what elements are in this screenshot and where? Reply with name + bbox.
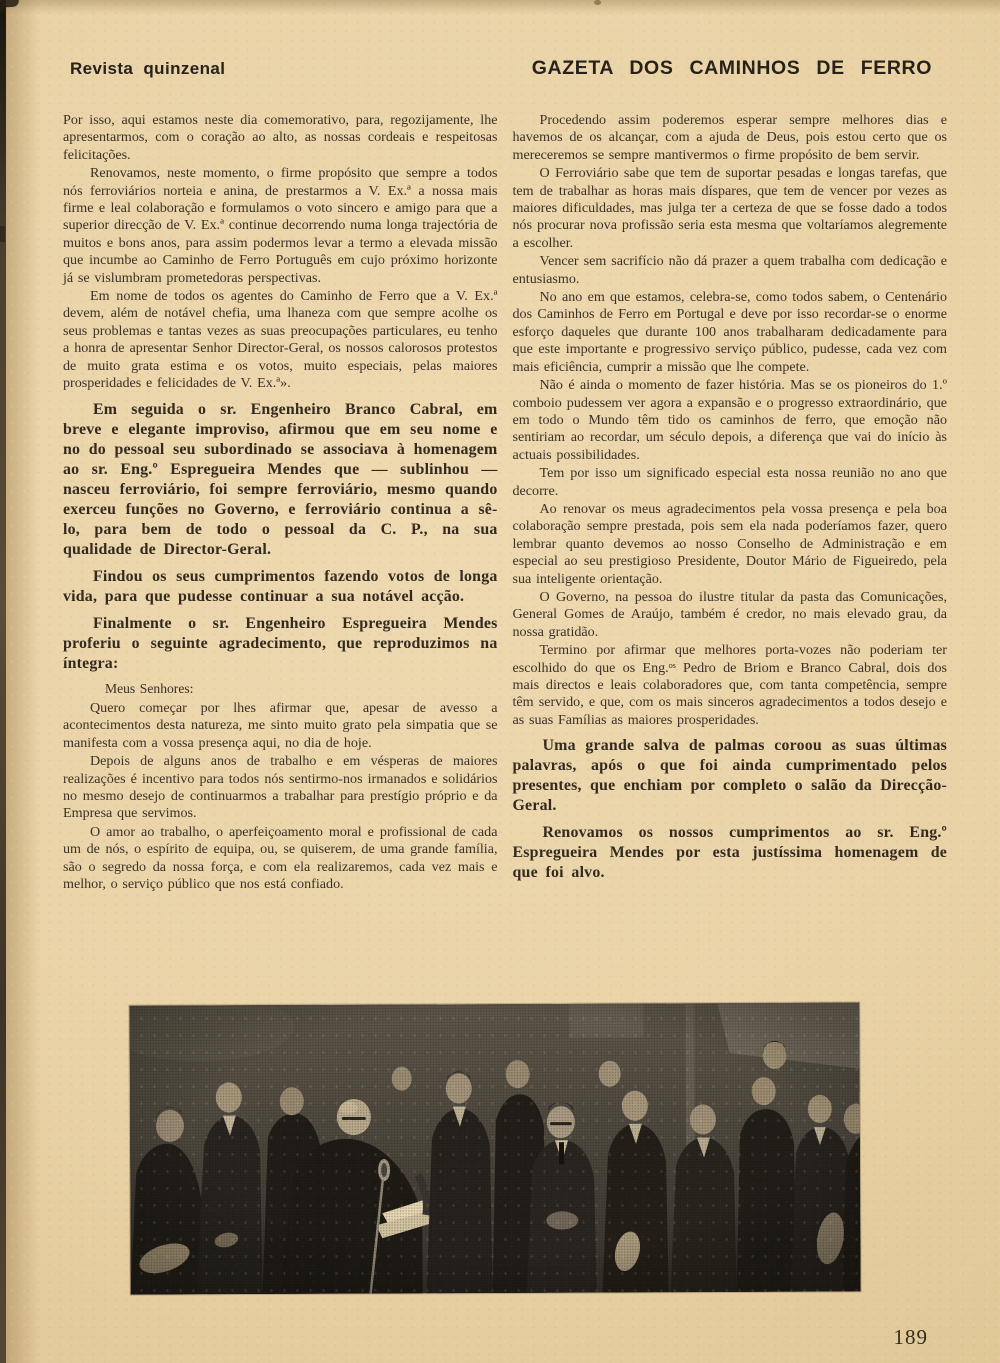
paragraph: Não é ainda o momento de fazer história. Mas se os pioneiros do 1.º comboio pudessem ver agora a expansão e o progresso extraordinário, que em todo o Mundo têm tido os caminhos de ferro, que emoção não sentiriam ao recordar, um século depois, a diferença que vai do início às actuais possibilidades.	[512, 377, 947, 463]
paragraph: Quero começar por lhes afirmar que, apesar de avesso a acontecimentos desta natureza, me sinto muito grato pela simpatia que se manifesta com a vossa presença aqui, no dia de hoje.	[63, 699, 498, 751]
paragraph: Depois de alguns anos de trabalho e em vésperas de maiores realizações é incentivo para todos nós sentirmo-nos irmanados e solidários no mesmo desejo de continuarmos a trabalhar para prestígio próprio e da Empresa que servimos.	[63, 753, 498, 822]
journal-subtitle: Revista quinzenal	[70, 59, 226, 78]
paragraph: O Ferroviário sabe que tem de suportar pesadas e longas tarefas, que tem de trabalhar as horas mais díspares, que tem de vencer por vezes as maiores dificuldades, mas julga ter a certeza de que se fosse dado a todos nós procurar nova profissão seria esta mesma que voltaríamos alegremente a escolher.	[512, 165, 947, 251]
paragraph: Procedendo assim poderemos esperar sempre melhores dias e havemos de os alcançar, com a ajuda de Deus, pois estou certo que os mereceremos se sempre mantivermos o firme propósito de bem servir.	[512, 112, 947, 163]
left-column	[63, 112, 498, 894]
scan-edge-mark	[0, 226, 5, 242]
page-number: 189	[893, 1325, 928, 1349]
masthead	[70, 57, 932, 80]
paragraph: Por isso, aqui estamos neste dia comemorativo, para, regozijamente, lhe apresentarmos, com o coração ao alto, as nossas cordeais e respeitosas felicitações.	[63, 112, 498, 163]
paragraph: O amor ao trabalho, o aperfeiçoamento moral e profissional de cada um de nós, o espírito de equipa, ou, se quiserem, de uma grande família, são o segredo da nossa força, e com ela realizaremos, cada vez mais e melhor, o serviço público que nos está confiado.	[63, 823, 498, 892]
paragraph: Vencer sem sacrifício não dá prazer a quem trabalha com dedicação e entusiasmo.	[512, 253, 947, 287]
scan-speck	[594, 0, 601, 5]
paragraph: Termino por afirmar que melhores porta-vozes não poderiam ter escolhido do que os Eng.ᵒˢ Pedro de Briom e Branco Cabral, dois dos mais directos e leais colaboradores que, com tanta competência, sempre têm servido, e que, com os mais sinceros agradecimentos a todos desejo e as suas Famílias as maiores prosperidades.	[512, 642, 947, 728]
paragraph-emphasis: Em seguida o sr. Engenheiro Branco Cabral, em breve e elegante improviso, afirmou que em seu nome e no do pessoal seu subordinado se associava à homenagem ao sr. Eng.º Espregueira Mendes que — sublinhou — nasceu ferroviário, foi sempre ferroviário, mesmo quando exerceu funções no Governo, e ferroviário continua a sê-lo, para bem de todo o pessoal da C. P., na sua qualidade de Director-Geral.	[63, 400, 498, 558]
scan-top-shadow	[0, 0, 1000, 14]
paragraph: No ano em que estamos, celebra-se, como todos sabem, o Centenário dos Caminhos de Ferro em Portugal e deve por isso recordar-se o enorme esforço daqueles que durante 100 anos trabalharam dedicadamente para que este importante e progressivo serviço público, pudesse, cada vez com mais eficiência, cumprir a missão que lhe compete.	[512, 289, 947, 375]
paragraph-emphasis: Findou os seus cumprimentos fazendo votos de longa vida, para que pudesse continuar a sua notável acção.	[63, 567, 498, 605]
paragraph-emphasis: Renovamos os nossos cumprimentos ao sr. Eng.º Espregueira Mendes por esta justíssima homenagem de que foi alvo.	[512, 824, 947, 882]
paragraph: O Governo, na pessoa do ilustre titular da pasta das Comunicações, General Gomes de Araújo, também é credor, no mais elevado grau, da nossa gratidão.	[512, 588, 947, 640]
speech-salutation: Meus Senhores:	[105, 680, 194, 696]
article-body	[63, 112, 947, 894]
ceremony-photo-illustration	[129, 1002, 860, 1294]
paragraph: Em nome de todos os agentes do Caminho de Ferro que a V. Ex.ª devem, além de notável chefia, uma lhaneza com que sempre acolhe os seus problemas e tantas vezes as suas preocupações particulares, eu tenho a honra de apresentar Senhor Director-Geral, os nossos calorosos protestos de muito grata estima e os votos, muito especiais, pelas maiores prosperidades e felicidades de V. Ex.ª».	[63, 288, 498, 392]
right-column	[513, 112, 948, 894]
paragraph-emphasis: Uma grande salva de palmas coroou as suas últimas palavras, após o que foi ainda cumprimentado pelos presentes, que enchiam por completo o salão da Direcção-Geral.	[512, 737, 947, 815]
paragraph: Tem por isso um significado especial esta nossa reunião no ano que decorre.	[512, 465, 947, 499]
paragraph: Ao renovar os meus agradecimentos pela vossa presença e pela boa colaboração sempre prestada, pois sem ela nada poderíamos fazer, quero lembrar quanto devemos ao nosso Conselho de Administração e em especial ao seu prestigioso Presidente, Doutor Mário de Figueiredo, pela sua inteligente orientação.	[512, 500, 947, 587]
ceremony-photo	[129, 1002, 860, 1294]
paragraph: Renovamos, neste momento, o firme propósito que sempre a todos nós ferroviários norteia e anina, de prestarmos a V. Ex.ª a nossa mais firme e leal colaboração e formulamos o voto sincero e amigo para que a superior direcção de V. Ex.ª continue decorrendo numa longa trajectória de muitos e bons anos, para assim podermos levar a termo a elevada missão que incumbe ao Caminho de Ferro Português em cujo próximo horizonte já se vislumbram prometedoras perspectivas.	[63, 165, 498, 286]
journal-title: GAZETA DOS CAMINHOS DE FERRO	[531, 57, 932, 79]
scan-edge-shadow	[6, 0, 40, 1363]
paragraph-emphasis: Finalmente o sr. Engenheiro Espregueira Mendes proferiu o seguinte agradecimento, que reproduzimos na íntegra:	[63, 614, 498, 672]
